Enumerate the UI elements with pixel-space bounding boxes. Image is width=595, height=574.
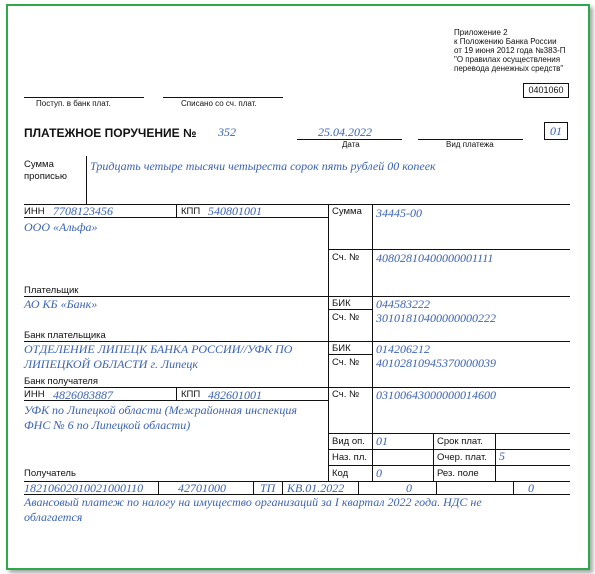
recipient-kpp: 482601001 [208, 388, 262, 402]
grid-line [328, 204, 329, 481]
payer-bank-account-label: Сч. № [332, 312, 360, 323]
appendix-line-1: Приложение 2 [454, 28, 508, 37]
purpose-line-1: Авансовый платеж по налогу на имущество организаций за I квартал 2022 года. НДС не [24, 495, 482, 509]
period-value: КВ.01.2022 [287, 481, 345, 495]
recipient-bank-bik-label: БИК [332, 343, 351, 354]
recipient-bank-name-1: ОТДЕЛЕНИЕ ЛИПЕЦК БАНКА РОССИИ//УФК ПО [24, 342, 293, 356]
payer-kpp: 540801001 [208, 204, 262, 218]
basis-value: ТП [260, 481, 276, 495]
debited-label: Списано со сч. плат. [181, 99, 257, 108]
grid-line [328, 309, 372, 310]
oktmo-value: 42701000 [178, 481, 226, 495]
kod-label: Код [332, 468, 349, 479]
vid-op-value: 01 [376, 434, 388, 448]
grid-line [176, 387, 177, 400]
payer-label: Плательщик [24, 285, 79, 296]
amount-words-label-1: Сумма [24, 159, 54, 170]
payer-account: 40802810400000001111 [376, 251, 494, 265]
purpose-line-2: облагается [24, 510, 83, 524]
recipient-label: Получатель [24, 468, 76, 479]
ocher-value: 5 [499, 449, 505, 463]
grid-line [282, 481, 283, 494]
grid-line [513, 481, 514, 494]
grid-line [433, 433, 434, 481]
received-label: Поступ. в банк плат. [36, 99, 111, 108]
payer-inn: 7708123456 [53, 204, 113, 218]
received-line [24, 97, 144, 98]
grid-line [158, 481, 159, 494]
amount-words-label-2: прописью [24, 171, 67, 182]
grid-line [328, 449, 570, 450]
appendix-line-5: перевода денежных средств" [454, 64, 564, 73]
kbk-value: 18210602010021000110 [24, 481, 144, 495]
recipient-name-1: УФК по Липецкой области (Межрайонная инспекция [24, 403, 297, 417]
date-label: Дата [342, 140, 360, 149]
payer-bank-bik: 044583222 [376, 297, 430, 311]
document-title: ПЛАТЕЖНОЕ ПОРУЧЕНИЕ № [24, 126, 197, 140]
appendix-line-4: "О правилах осуществления [454, 55, 561, 64]
recipient-account: 03100643000000014600 [376, 388, 496, 402]
doc-number-value: 0 [406, 481, 412, 495]
status-box [544, 122, 568, 140]
payer-inn-label: ИНН [24, 206, 45, 217]
grid-line [176, 204, 177, 217]
payer-bank-label: Банк плательщика [24, 330, 106, 341]
recipient-bank-label: Банк получателя [24, 376, 98, 387]
grid-line [372, 204, 373, 481]
grid-line [358, 481, 359, 494]
grid-line [328, 465, 570, 466]
amount-words-label [24, 159, 67, 183]
payer-name: ООО «Альфа» [24, 220, 98, 234]
recipient-bank-bik: 014206212 [376, 342, 430, 356]
payer-bank-name: АО КБ «Банк» [24, 297, 98, 311]
grid-line [328, 433, 570, 434]
srok-label: Срок плат. [437, 436, 483, 447]
form-code: 0401060 [528, 85, 564, 95]
recipient-inn-label: ИНН [24, 389, 45, 400]
payer-sum-label: Сумма [332, 206, 362, 217]
payer-kpp-label: КПП [181, 206, 201, 217]
document-number: 352 [218, 125, 236, 139]
grid-line [436, 481, 437, 494]
grid-line [495, 433, 496, 481]
recipient-inn: 4826083887 [53, 388, 113, 402]
amount-words-value: Тридцать четыре тысячи четыреста сорок пять рублей 00 копеек [90, 159, 436, 173]
appendix-line-3: от 19 июня 2012 года №383-П [454, 46, 566, 55]
doc-date-value: 0 [528, 481, 534, 495]
grid-line [253, 481, 254, 494]
kod-value: 0 [376, 466, 382, 480]
appendix-line-2: к Положению Банка России [454, 37, 557, 46]
grid-line [24, 296, 570, 297]
status-value: 01 [550, 124, 562, 138]
naz-pl-label: Наз. пл. [332, 452, 367, 463]
payer-bank-bik-label: БИК [332, 298, 351, 309]
recipient-account-label: Сч. № [332, 389, 360, 400]
document-frame [6, 4, 590, 570]
recipient-kpp-label: КПП [181, 389, 201, 400]
rez-label: Рез. поле [437, 468, 479, 479]
vid-op-label: Вид оп. [332, 436, 365, 447]
ocher-label: Очер. плат. [437, 452, 487, 463]
appendix-note [454, 28, 565, 73]
form-code-box [523, 83, 569, 98]
document-date: 25.04.2022 [318, 125, 372, 139]
payer-sum: 34445-00 [376, 206, 422, 220]
payment-type-label: Вид платежа [446, 140, 494, 149]
grid-line [328, 249, 570, 250]
recipient-name-2: ФНС № 6 по Липецкой области) [24, 418, 191, 432]
recipient-bank-account: 40102810945370000039 [376, 356, 496, 370]
recipient-bank-name-2: ЛИПЕЦКОЙ ОБЛАСТИ г. Липецк [24, 357, 199, 371]
amount-words-divider [86, 156, 87, 204]
grid-line [328, 354, 372, 355]
debited-line [163, 97, 283, 98]
recipient-bank-account-label: Сч. № [332, 357, 360, 368]
payer-bank-account: 30101810400000000222 [376, 311, 496, 325]
payer-account-label: Сч. № [332, 252, 360, 263]
